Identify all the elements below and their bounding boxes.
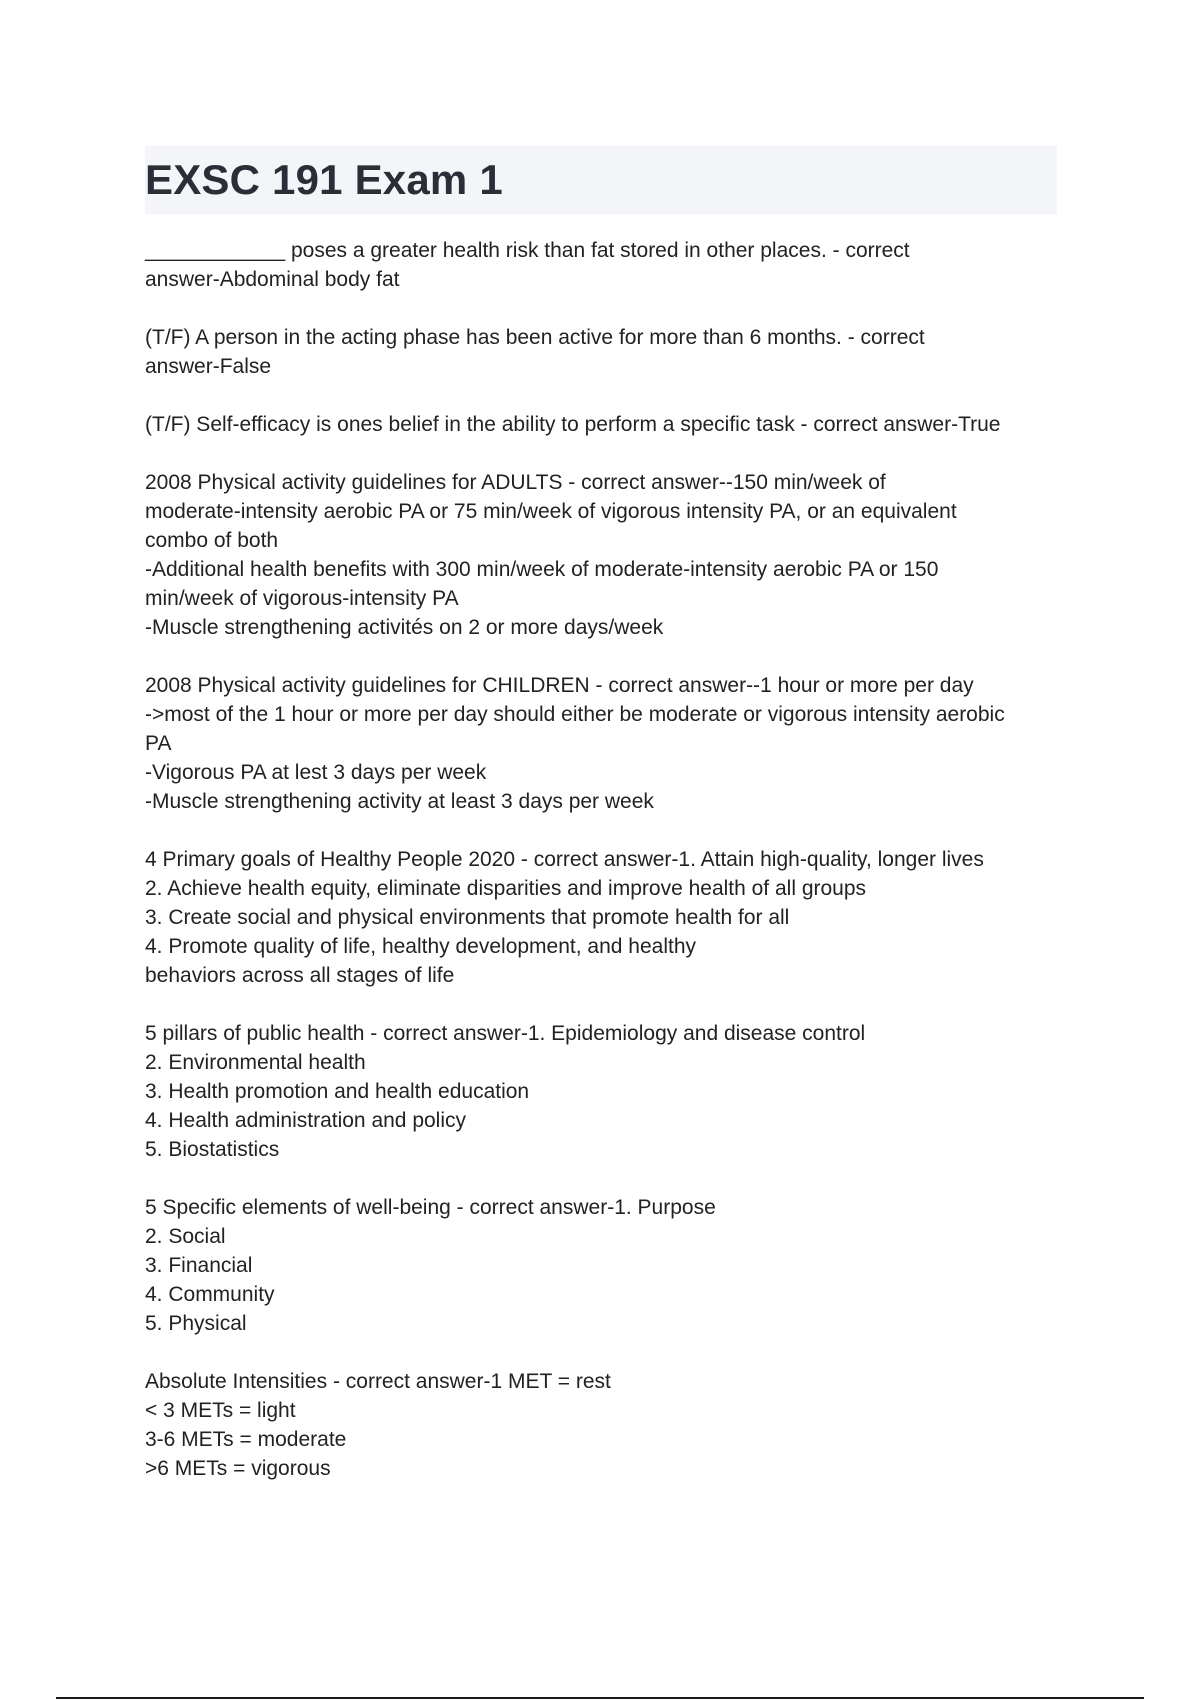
entry-line: answer-Abdominal body fat — [145, 268, 400, 291]
entry-line: behaviors across all stages of life — [145, 964, 455, 987]
flashcard-entry — [145, 468, 1060, 642]
flashcard-entry — [145, 1193, 1060, 1338]
entry-line: answer-False — [145, 355, 272, 378]
entry-line: 4 Primary goals of Healthy People 2020 - correct answer-1. Attain high-quality, longer lives — [145, 848, 984, 871]
flashcard-list — [145, 236, 1060, 1512]
entry-line: -Muscle strengthening activity at least 3 days per week — [145, 790, 654, 813]
flashcard-entry — [145, 410, 1060, 439]
entry-line: 5. Biostatistics — [145, 1138, 280, 1161]
entry-line: 3-6 METs = moderate — [145, 1428, 347, 1451]
flashcard-entry — [145, 1367, 1060, 1483]
entry-line: (T/F) Self-efficacy is ones belief in the ability to perform a specific task - correct answer-True — [145, 413, 1001, 436]
page-title: EXSC 191 Exam 1 — [145, 156, 503, 203]
entry-line: 5. Physical — [145, 1312, 247, 1335]
entry-line: 4. Promote quality of life, healthy development, and healthy — [145, 935, 697, 958]
flashcard-entry — [145, 323, 1060, 381]
entry-line: 2008 Physical activity guidelines for CHILDREN - correct answer--1 hour or more per day — [145, 674, 974, 697]
entry-line: < 3 METs = light — [145, 1399, 296, 1422]
entry-line: 3. Financial — [145, 1254, 253, 1277]
entry-line: 2. Achieve health equity, eliminate disparities and improve health of all groups — [145, 877, 867, 900]
entry-line: 4. Health administration and policy — [145, 1109, 467, 1132]
entry-line: 5 pillars of public health - correct answer-1. Epidemiology and disease control — [145, 1022, 866, 1045]
entry-line: ->most of the 1 hour or more per day should either be moderate or vigorous intensity aerobic — [145, 703, 1005, 726]
entry-line: PA — [145, 732, 172, 755]
title-banner — [145, 146, 1057, 214]
entry-line: >6 METs = vigorous — [145, 1457, 331, 1480]
entry-line: Absolute Intensities - correct answer-1 MET = rest — [145, 1370, 611, 1393]
flashcard-entry — [145, 845, 1060, 990]
entry-line: 3. Health promotion and health education — [145, 1080, 530, 1103]
entry-line: 5 Specific elements of well-being - correct answer-1. Purpose — [145, 1196, 716, 1219]
entry-line: -Muscle strengthening activités on 2 or more days/week — [145, 616, 664, 639]
entry-line: 2008 Physical activity guidelines for ADULTS - correct answer--150 min/week of — [145, 471, 886, 494]
flashcard-entry — [145, 671, 1060, 816]
entry-line: 4. Community — [145, 1283, 275, 1306]
flashcard-entry — [145, 236, 1060, 294]
entry-line: 2. Social — [145, 1225, 226, 1248]
entry-line: -Additional health benefits with 300 min/week of moderate-intensity aerobic PA or 150 — [145, 558, 939, 581]
entry-line: 3. Create social and physical environments that promote health for all — [145, 906, 790, 929]
entry-line: combo of both — [145, 529, 279, 552]
entry-line: moderate-intensity aerobic PA or 75 min/week of vigorous intensity PA, or an equivalent — [145, 500, 957, 523]
entry-line: ____________ poses a greater health risk than fat stored in other places. - correct — [145, 239, 910, 262]
entry-line: (T/F) A person in the acting phase has been active for more than 6 months. - correct — [145, 326, 925, 349]
page-bottom-rule — [56, 1697, 1144, 1699]
entry-line: -Vigorous PA at lest 3 days per week — [145, 761, 487, 784]
flashcard-entry — [145, 1019, 1060, 1164]
entry-line: 2. Environmental health — [145, 1051, 366, 1074]
entry-line: min/week of vigorous-intensity PA — [145, 587, 459, 610]
